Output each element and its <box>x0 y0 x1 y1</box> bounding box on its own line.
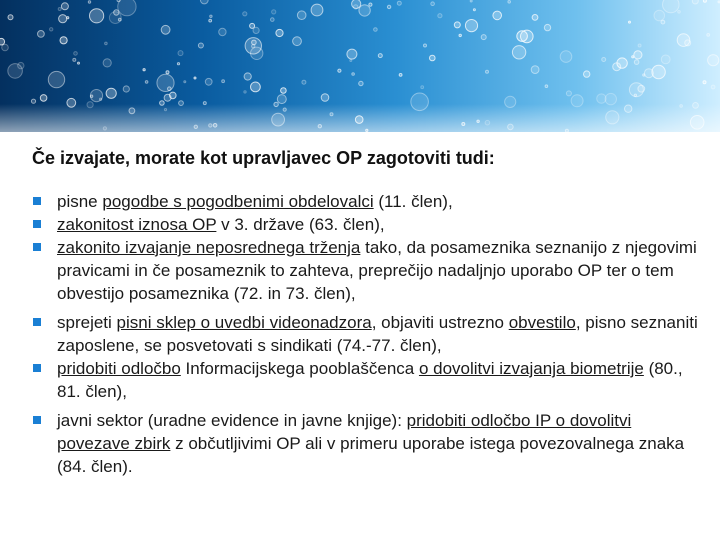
bubble <box>369 3 372 6</box>
page-title: Če izvajate, morate kot upravljavec OP zagotoviti tudi: <box>32 148 495 168</box>
text-segment: Informacijskega pooblaščenca <box>180 359 419 378</box>
bubble <box>276 29 283 36</box>
bubble <box>272 10 276 14</box>
bubble <box>707 34 710 37</box>
underlined-text: o dovolitvi izvajanja biometrije <box>418 359 644 378</box>
bubble <box>350 60 352 62</box>
bubble <box>143 69 145 71</box>
square-bullet-icon <box>33 318 41 326</box>
bubble <box>198 43 203 48</box>
bubble <box>470 0 472 2</box>
bubble <box>477 120 479 122</box>
bubble <box>330 113 333 116</box>
underlined-text: zakonitost iznosa OP <box>57 215 217 234</box>
bubble <box>703 81 706 84</box>
bubble <box>584 71 590 77</box>
bubble <box>59 15 67 23</box>
bubble <box>293 37 302 46</box>
bubble <box>50 28 53 31</box>
bubble <box>205 78 212 85</box>
bubble <box>708 55 719 66</box>
bubble <box>481 35 486 40</box>
bubble <box>634 60 639 65</box>
bubble <box>347 49 357 59</box>
text-segment: tako, da posameznika seznanijo z njegovimi pravicami in če posameznik to zahteva, preprečijo nadaljnjo uporabo OP ter o tem obvestijo posameznika (72. in 73. člen), <box>57 238 697 303</box>
bubble <box>48 71 64 87</box>
list-item <box>32 311 708 357</box>
bubble <box>251 47 263 59</box>
bubble <box>244 91 246 93</box>
bubble <box>118 0 136 16</box>
bubble <box>355 116 363 124</box>
bubble <box>160 101 165 106</box>
text-segment: javni sektor (uradne evidence in javne knjige): <box>57 411 407 430</box>
bubble <box>200 0 208 4</box>
bubble <box>161 25 170 34</box>
bubble <box>177 63 179 65</box>
bubble <box>283 108 286 111</box>
bubble <box>31 99 35 103</box>
square-bullet-icon <box>33 197 41 205</box>
text-segment: , objaviti ustrezno <box>371 313 509 332</box>
bubble <box>644 69 653 78</box>
text-segment: (80., 81. člen), <box>57 359 683 401</box>
list-item <box>32 409 708 478</box>
square-bullet-icon <box>33 416 41 424</box>
bubble <box>18 62 24 68</box>
bubble <box>184 81 186 83</box>
text-segment: , pisno seznaniti zaposlene, se posvetovati s sindikati (74.-77. člen), <box>57 313 698 355</box>
bubble <box>60 37 67 44</box>
bubbles-decoration <box>0 0 720 132</box>
bubble <box>597 94 606 103</box>
underlined-text: pridobiti odločbo <box>57 359 181 378</box>
bubble <box>106 88 116 98</box>
bubble <box>0 38 5 45</box>
list-item <box>32 190 708 213</box>
bubble <box>90 9 104 23</box>
bubble <box>378 54 382 58</box>
bubble <box>387 5 390 8</box>
bubble <box>692 0 698 4</box>
bubble <box>693 103 699 109</box>
bubble <box>566 91 571 96</box>
bubble <box>531 66 539 74</box>
bubble <box>213 124 217 128</box>
bubble <box>544 24 550 30</box>
square-bullet-icon <box>33 243 41 251</box>
bubble <box>244 73 251 80</box>
bubble <box>629 21 631 23</box>
bubble <box>677 34 690 47</box>
bubble <box>532 15 538 21</box>
text-segment: z občutljivimi OP ali v primeru uporabe istega povezovalnega znaka (84. člen). <box>57 434 685 476</box>
bubble <box>424 44 427 47</box>
bubble <box>654 10 665 21</box>
bubble <box>374 28 378 32</box>
bubble <box>123 86 129 92</box>
bubble <box>277 95 286 104</box>
underlined-text: pisni sklep o uvedbi videonadzora <box>116 313 372 332</box>
bubble <box>129 108 135 114</box>
bubble <box>359 81 363 85</box>
bubble <box>634 51 642 59</box>
bubble <box>271 18 275 22</box>
list-item <box>32 236 708 305</box>
bubble <box>222 80 225 83</box>
bubble <box>352 0 361 9</box>
bubble <box>366 129 368 131</box>
list-item <box>32 213 708 236</box>
bubble <box>103 127 106 130</box>
bubble <box>103 59 111 67</box>
bubble <box>421 86 424 89</box>
bubble <box>67 17 69 19</box>
square-bullet-icon <box>33 220 41 228</box>
bubble <box>703 0 706 2</box>
bubble <box>157 74 174 91</box>
bubble <box>438 14 442 18</box>
bubble <box>318 125 321 128</box>
bubble <box>661 55 670 64</box>
bubble <box>38 31 45 38</box>
bubble <box>459 34 461 36</box>
bubble <box>545 85 548 88</box>
bubble <box>321 94 329 102</box>
bubble <box>109 12 121 24</box>
water-bubbles-banner-image <box>0 0 720 132</box>
bubble <box>8 15 13 20</box>
text-segment: sprejeti <box>57 313 117 332</box>
bubble <box>194 77 196 79</box>
bubble <box>625 105 632 112</box>
bubble <box>411 93 429 111</box>
bubble <box>638 44 641 47</box>
bubble <box>58 8 61 11</box>
bubble <box>430 55 436 61</box>
bubble <box>243 12 247 16</box>
bubble <box>338 69 341 72</box>
bubble <box>145 81 148 84</box>
bubble <box>652 65 665 78</box>
underlined-text: pridobiti odločbo IP o dovolitvi povezave zbirk <box>57 411 632 453</box>
bubble <box>512 46 525 59</box>
bubble <box>352 73 355 76</box>
bubble <box>209 19 212 22</box>
bubble <box>74 52 78 56</box>
bubble <box>399 74 402 77</box>
bubble <box>605 93 616 104</box>
bubble <box>602 58 606 62</box>
bubble <box>473 9 475 11</box>
bullet-list <box>32 190 708 478</box>
bubble <box>632 56 634 58</box>
bubble <box>164 109 166 111</box>
bubble <box>711 85 715 89</box>
bubble <box>281 88 287 94</box>
bubble <box>663 0 680 13</box>
bubble <box>210 15 212 17</box>
bubble <box>40 95 47 102</box>
bubble <box>274 102 278 106</box>
text-segment: pisne <box>57 192 103 211</box>
bubble <box>166 71 169 74</box>
bubble <box>617 58 627 68</box>
bubble <box>73 58 76 61</box>
text-segment: (11. člen), <box>373 192 453 211</box>
bubble <box>505 96 516 107</box>
underlined-text: obvestilo <box>508 313 576 332</box>
bubble <box>517 31 528 42</box>
bubble <box>454 22 460 28</box>
bubble <box>87 102 93 108</box>
bubble <box>272 113 285 126</box>
bubble <box>485 120 490 125</box>
bubble <box>88 1 90 3</box>
bubble <box>565 129 568 132</box>
bubble <box>680 105 683 108</box>
bubble <box>486 70 489 73</box>
bubble <box>493 11 502 20</box>
square-bullet-icon <box>33 364 41 372</box>
bubble <box>508 124 514 130</box>
bubble <box>465 20 477 32</box>
bubble <box>606 111 619 124</box>
bubble <box>462 123 465 126</box>
bubble <box>179 101 184 106</box>
bubble <box>219 28 226 35</box>
underlined-text: pogodbe s pogodbenimi obdelovalci <box>102 192 374 211</box>
text-segment: v 3. države (63. člen), <box>216 215 385 234</box>
bubble <box>629 83 643 97</box>
underlined-text: zakonito izvajanje neposrednega trženja <box>57 238 361 257</box>
bubble <box>170 92 177 99</box>
bubble <box>571 95 583 107</box>
bubble <box>560 51 572 63</box>
bubble <box>508 1 511 4</box>
bubble <box>397 1 401 5</box>
bubble <box>311 4 323 16</box>
bubble <box>209 124 212 127</box>
bubble <box>250 23 255 28</box>
bubble <box>78 62 80 64</box>
bubble <box>251 82 261 92</box>
bubble <box>678 11 681 14</box>
bubble <box>194 125 197 128</box>
bubble <box>67 98 76 107</box>
bubble <box>203 102 206 105</box>
bubble <box>105 42 108 45</box>
bubble <box>431 2 435 6</box>
bubble <box>61 3 68 10</box>
bubble <box>302 80 306 84</box>
bubble <box>117 0 120 2</box>
bubble <box>297 11 306 20</box>
bubble <box>178 51 183 56</box>
bubble <box>690 116 704 130</box>
list-item <box>32 357 708 403</box>
bubble <box>100 98 102 100</box>
